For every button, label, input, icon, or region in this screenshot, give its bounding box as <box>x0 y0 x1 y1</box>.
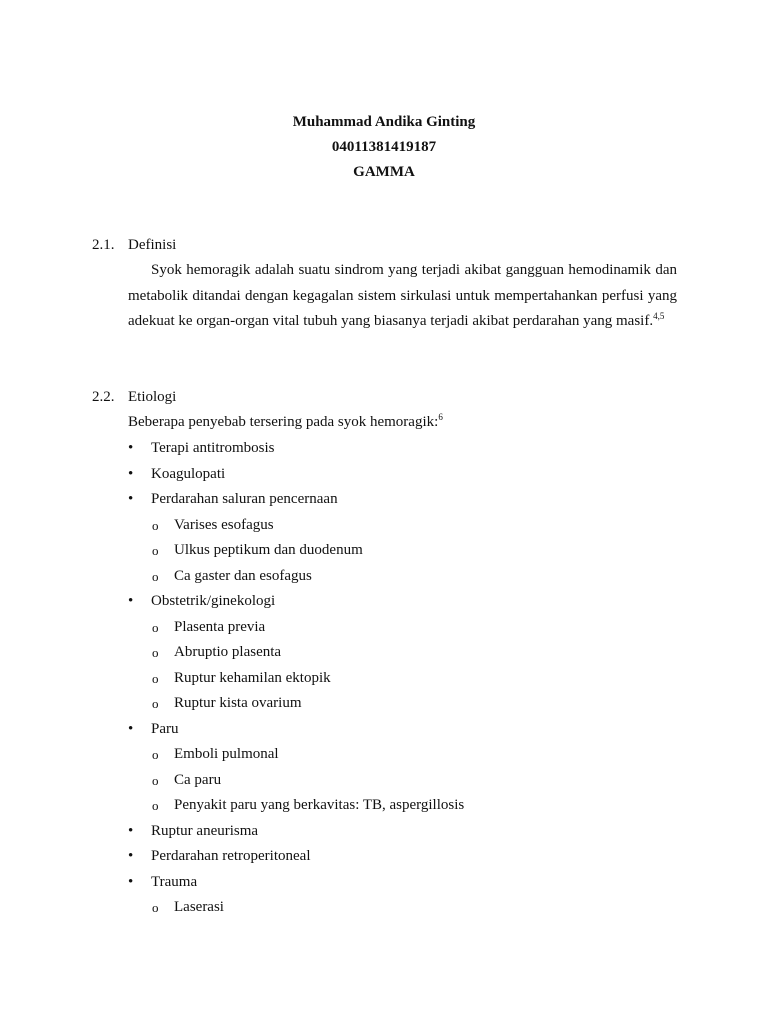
list-item-label: Ruptur aneurisma <box>151 822 259 839</box>
bullet-icon: • <box>128 873 134 890</box>
list-item <box>92 487 677 513</box>
bullet-icon: • <box>128 593 134 609</box>
author-name: Muhammad Andika Ginting <box>292 114 476 130</box>
sub-bullet-icon: o <box>152 772 159 788</box>
sub-bullet-icon: o <box>152 568 159 584</box>
list-item <box>92 462 677 488</box>
list-item-label: Paru <box>151 720 179 737</box>
sub-list-item-label: Plasenta previa <box>174 618 266 635</box>
sub-list-item-label: Varises esofagus <box>174 516 274 533</box>
sub-list-item <box>92 615 677 641</box>
list-intro <box>128 410 677 436</box>
sub-list-item-label: Emboli pulmonal <box>174 746 279 762</box>
sub-list <box>92 513 677 590</box>
sub-list-container <box>92 615 677 717</box>
student-id: 04011381419187 <box>331 139 437 155</box>
section-number: 2.2. <box>92 389 115 405</box>
sub-list-item-label: Ca gaster dan esofagus <box>174 567 312 584</box>
sub-list-item <box>92 768 677 794</box>
list-item-label: Terapi antitrombosis <box>151 440 275 456</box>
group-name: GAMMA <box>353 164 415 180</box>
list-item-label: Koagulopati <box>151 465 226 482</box>
sub-list-item-label: Ruptur kehamilan ektopik <box>174 669 331 686</box>
sub-list-container <box>92 742 677 819</box>
citation-superscript: 4,5 <box>653 311 665 321</box>
sub-list-item <box>92 513 677 539</box>
sub-list-item-label: Laserasi <box>174 899 224 915</box>
sub-list <box>92 895 677 921</box>
list-item <box>92 844 677 870</box>
sub-list <box>92 615 677 717</box>
section-heading <box>92 385 677 410</box>
list-item-label: Perdarahan retroperitoneal <box>151 848 311 864</box>
section-title: Definisi <box>128 237 177 253</box>
sub-list-item-label: Ruptur kista ovarium <box>174 695 302 711</box>
sub-list-item <box>92 640 677 666</box>
section-definisi <box>92 233 677 350</box>
document-header <box>0 110 768 185</box>
bullet-icon: • <box>128 465 134 482</box>
sub-list-item-label: Ca paru <box>174 771 222 788</box>
sub-bullet-icon: o <box>152 543 159 558</box>
sub-list-container <box>92 513 677 590</box>
sub-list-container <box>92 895 677 921</box>
list-item <box>92 870 677 896</box>
sub-bullet-icon: o <box>152 798 159 813</box>
sub-list-item-label: Penyakit paru yang berkavitas: TB, aspergillosis <box>174 797 465 813</box>
citation-superscript: 6 <box>438 412 443 422</box>
sub-bullet-icon: o <box>152 517 159 533</box>
sub-list-item <box>92 793 677 819</box>
list-item <box>92 819 677 845</box>
list-item-label: Obstetrik/ginekologi <box>151 593 276 609</box>
sub-list-item-label: Ulkus peptikum dan duodenum <box>174 542 363 558</box>
section-etiologi <box>92 385 677 921</box>
list-item-label: Trauma <box>151 873 198 890</box>
sub-bullet-icon: o <box>152 645 159 660</box>
cause-list <box>92 436 677 921</box>
list-intro-text: Beberapa penyebab tersering pada syok hemoragik: <box>128 414 439 430</box>
bullet-icon: • <box>128 491 134 507</box>
list-item-label: Perdarahan saluran pencernaan <box>151 491 338 507</box>
sub-bullet-icon: o <box>152 696 159 711</box>
bullet-icon: • <box>128 848 134 864</box>
sub-bullet-icon: o <box>152 619 159 635</box>
bullet-icon: • <box>128 440 134 456</box>
sub-list-item <box>92 742 677 768</box>
bullet-icon: • <box>128 720 134 737</box>
paragraph-text: Syok hemoragik adalah suatu sindrom yang terjadi akibat gangguan hemodinamik dan metabolik ditandai dengan kegagalan sistem sirkulasi untuk mempertahankan perfusi yang adekuat ke organ-organ vital tubuh yang biasanya terjadi akibat perdarahan yang masif. <box>128 262 677 329</box>
sub-list <box>92 742 677 819</box>
sub-list-item <box>92 895 677 921</box>
sub-list-item <box>92 691 677 717</box>
section-heading <box>92 233 677 258</box>
list-item <box>92 589 677 615</box>
sub-bullet-icon: o <box>152 747 159 762</box>
list-item <box>92 436 677 462</box>
section-number: 2.1. <box>92 237 115 253</box>
sub-bullet-icon: o <box>152 670 159 686</box>
definition-paragraph <box>128 258 677 335</box>
sub-list-item <box>92 564 677 590</box>
bullet-icon: • <box>128 822 134 839</box>
sub-list-item <box>92 666 677 692</box>
section-title: Etiologi <box>128 389 177 405</box>
sub-list-item <box>92 538 677 564</box>
sub-bullet-icon: o <box>152 900 159 915</box>
list-item <box>92 717 677 743</box>
sub-list-item-label: Abruptio plasenta <box>174 644 282 660</box>
